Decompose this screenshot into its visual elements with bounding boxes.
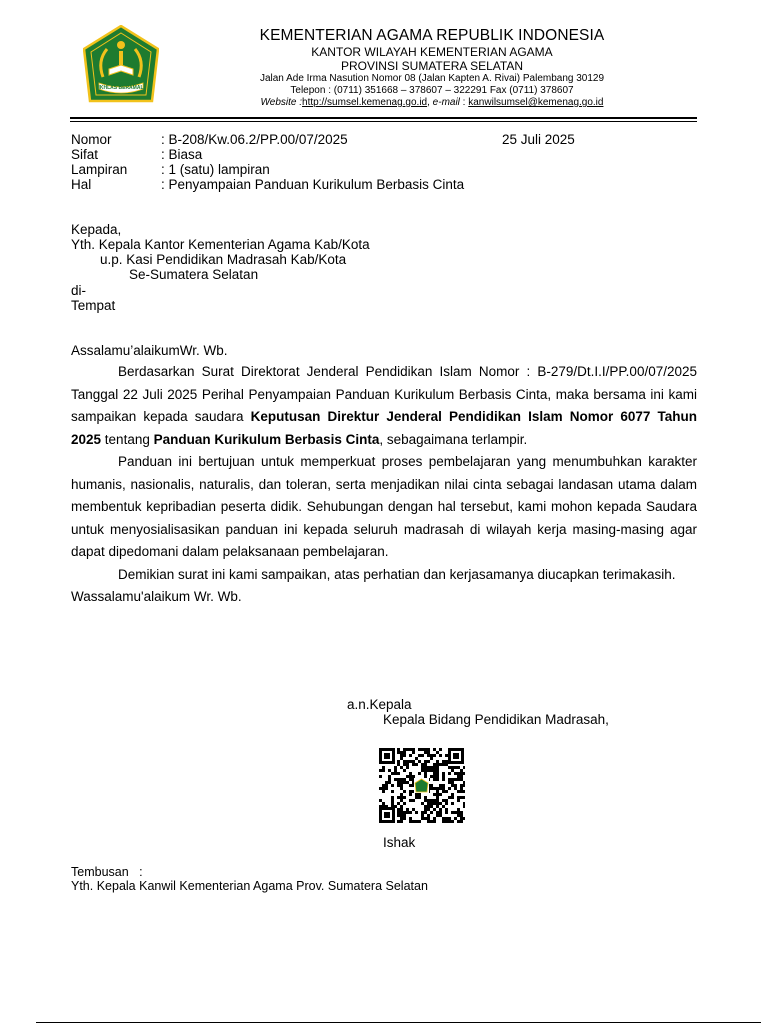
- recipient-line5: Tempat: [71, 298, 116, 313]
- logo-motto: IKHLAS BERAMAL: [98, 85, 144, 91]
- recipient-to: Kepada,: [71, 222, 122, 237]
- signature-title: Kepala Bidang Pendidikan Madrasah,: [383, 712, 609, 727]
- recipient-line1: Yth. Kepala Kantor Kementerian Agama Kab/Kota: [71, 237, 370, 252]
- signature-an: a.n.Kepala: [347, 697, 412, 712]
- meta-sifat: Sifat : Biasa: [71, 147, 203, 162]
- greeting: Assalamu’alaikumWr. Wb.: [71, 343, 228, 358]
- meta-nomor: Nomor : B-208/Kw.06.2/PP.00/07/2025: [71, 132, 348, 147]
- office-name: KANTOR WILAYAH KEMENTERIAN AGAMA: [311, 45, 553, 59]
- recipient-line2: u.p. Kasi Pendidikan Madrasah Kab/Kota: [100, 252, 347, 267]
- letter-date: 25 Juli 2025: [502, 132, 575, 147]
- cc-line1: Yth. Kepala Kanwil Kementerian Agama Prov. Sumatera Selatan: [71, 879, 428, 893]
- office-contacts: Website :http://sumsel.kemenag.go.id, e-mail : kanwilsumsel@kemenag.go.id: [260, 97, 604, 108]
- paragraph-2: Panduan ini bertujuan untuk memperkuat proses pembelajaran yang menumbuhkan karakter humanis, nasionalis, naturalis, dan toleran, serta menjadikan nilai cinta sebagai landasan utama dalam membentuk kepribadian peserta didik. Sehubungan dengan hal tersebut, kami mohon kepada Saudara untuk menyosialisasikan panduan ini kepada seluruh madrasah di wilayah kerja masing-masing agar dapat dipedomani dalam pelaksanaan pembelajaran.: [71, 454, 697, 559]
- email-link[interactable]: kanwilsumsel@kemenag.go.id: [468, 97, 604, 108]
- letterhead-rule-thin: [70, 121, 697, 122]
- recipient-line3: Se-Sumatera Selatan: [129, 267, 259, 282]
- ministry-name: KEMENTERIAN AGAMA REPUBLIK INDONESIA: [259, 27, 605, 44]
- province-name: PROVINSI SUMATERA SELATAN: [340, 59, 524, 73]
- office-address: Jalan Ade Irma Nasution Nomor 08 (Jalan Kapten A. Rivai) Palembang 30129: [259, 73, 605, 84]
- closing: Wassalamu'alaikum Wr. Wb.: [71, 589, 242, 604]
- signature-name: Ishak: [383, 835, 416, 850]
- footer-rule: [36, 1022, 761, 1023]
- office-phone: Telepon : (0711) 351668 – 378607 – 322291 Fax (0711) 378607: [290, 85, 574, 96]
- letterhead-rule-thick: [70, 117, 697, 119]
- paragraph-3: Demikian surat ini kami sampaikan, atas perhatian dan kerjasamanya diucapkan terimakasih.: [118, 566, 676, 582]
- qr-code-signature: [378, 747, 465, 824]
- cc-label: Tembusan :: [71, 865, 143, 879]
- recipient-line4: di-: [71, 283, 87, 298]
- letter-body: [71, 361, 697, 609]
- paragraph-1: Berdasarkan Surat Direktorat Jenderal Pendidikan Islam Nomor : B-279/Dt.I.I/PP.00/07/2025 Tanggal 22 Juli 2025 Perihal Penyampaian Panduan Kurikulum Berbasis Cinta, maka bersama ini kami sampaikan kepada saudara Keputusan Direktur Jenderal Pendidikan Islam Nomor 6077 Tahun 2025 tentang Panduan Kurikulum Berbasis Cinta, sebagaimana terlampir.: [71, 364, 697, 447]
- website-label: Website :: [260, 97, 303, 108]
- meta-hal: Hal : Penyampaian Panduan Kurikulum Berbasis Cinta: [71, 177, 465, 192]
- email-label: e-mail: [432, 97, 460, 108]
- website-link[interactable]: http://sumsel.kemenag.go.id: [302, 97, 428, 108]
- meta-lampiran: Lampiran : 1 (satu) lampiran: [71, 162, 270, 177]
